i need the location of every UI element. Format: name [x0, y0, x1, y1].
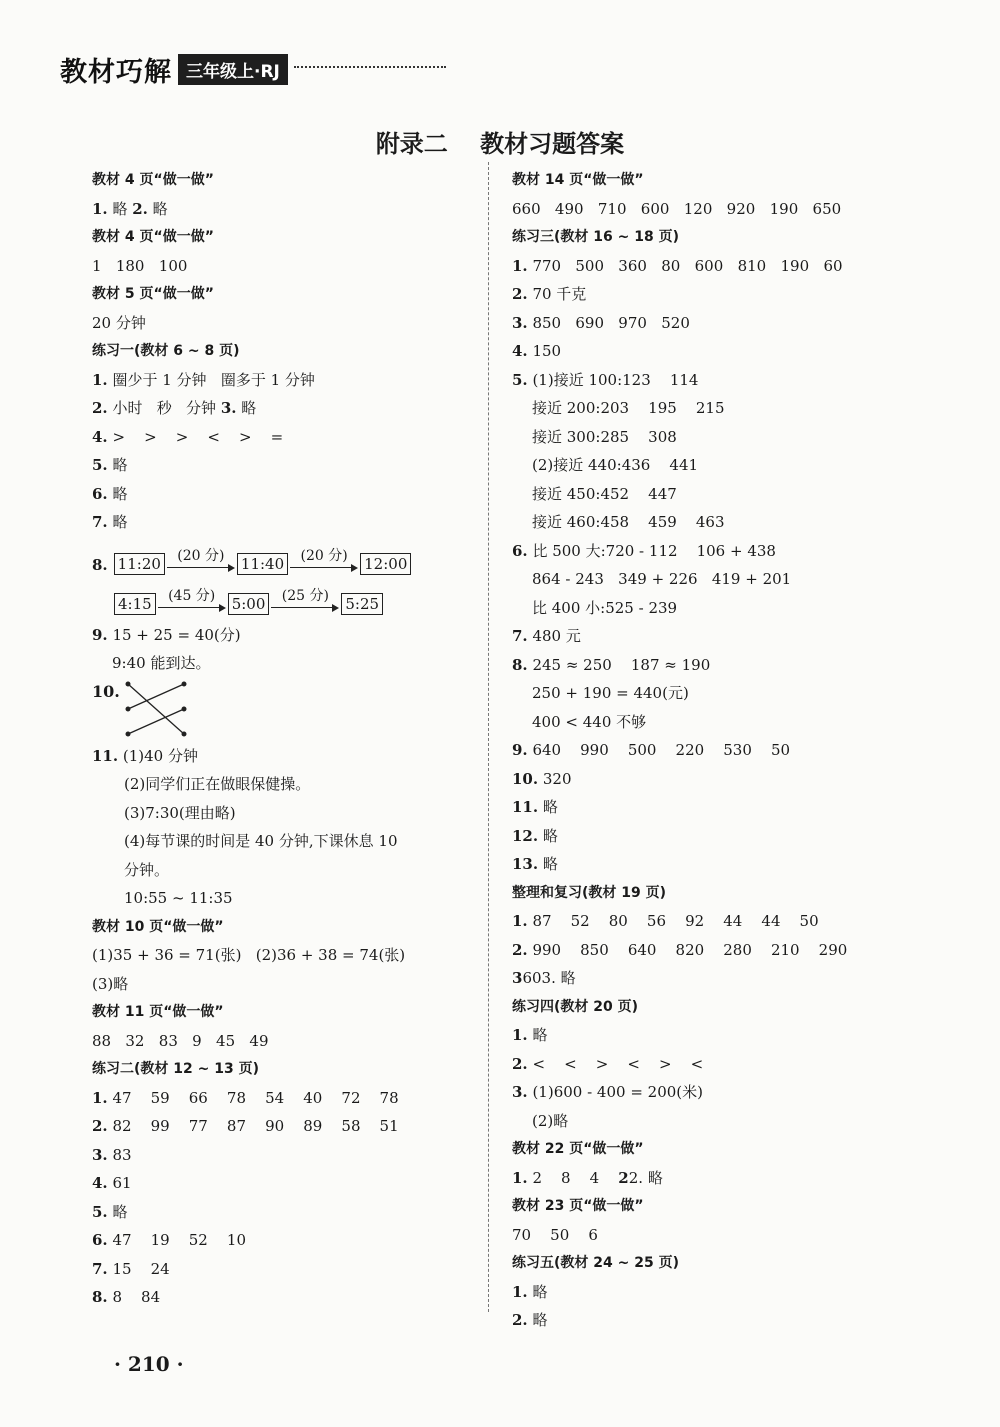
answer-line: 7. 略	[92, 513, 128, 531]
header-dotted-rule	[294, 52, 446, 68]
section-heading: 整理和复习(教材 19 页)	[512, 884, 667, 901]
answer-line: (4)每节课的时间是 40 分钟,下课休息 10	[124, 832, 398, 850]
answer-line: 4. > > > < > =	[92, 427, 284, 446]
answer-line: 10:55 ~ 11:35	[124, 889, 233, 907]
time-box: 11:20	[114, 553, 165, 575]
answer-line: (2)同学们正在做眼保健操。	[124, 775, 311, 793]
page-number: · 210 ·	[114, 1352, 184, 1376]
answer-line: 3. 850 690 970 520	[512, 313, 690, 332]
answer-line: 1. 圈少于 1 分钟 圈多于 1 分钟	[92, 370, 315, 389]
crossed-lines-icon	[120, 678, 190, 740]
section-heading: 教材 22 页“做一做”	[512, 1141, 644, 1157]
book-brand: 教材巧解	[60, 56, 172, 88]
answer-line: 1 180 100	[92, 256, 188, 275]
arrow-right-icon: (45 分)	[158, 591, 226, 617]
answer-line: 1. 略 2. 略	[92, 199, 168, 218]
section-heading: 教材 11 页“做一做”	[92, 1004, 224, 1020]
answer-line: 11. (1)40 分钟	[92, 746, 198, 765]
time-box: 4:15	[114, 593, 156, 615]
page-title	[0, 124, 1000, 159]
answer-line: 660 490 710 600 120 920 190 650	[512, 199, 842, 218]
grade-badge: 三年级上·RJ	[178, 54, 288, 85]
section-heading: 教材 14 页“做一做”	[512, 172, 644, 188]
answer-line: (3)7:30(理由略)	[124, 803, 236, 822]
answer-line: 7. 15 24	[92, 1259, 170, 1278]
answer-line: 13. 略	[512, 855, 558, 873]
section-heading: 教材 4 页“做一做”	[92, 172, 214, 188]
answer-line: 2. < < > < > <	[512, 1054, 704, 1073]
left-column	[92, 166, 472, 1312]
time-box: 12:00	[360, 553, 411, 575]
answer-line: 6. 比 500 大:720 - 112 106 + 438	[512, 541, 776, 560]
answer-line: 88 32 83 9 45 49	[92, 1031, 269, 1050]
answer-line: 70 50 6	[512, 1225, 598, 1244]
answer-line: 接近 300:285 308	[532, 427, 677, 446]
answer-line: 4. 150	[512, 342, 562, 360]
header	[60, 52, 446, 86]
answer-line: 3603. 略	[512, 969, 576, 987]
time-box: 5:00	[228, 593, 270, 615]
answer-line: 9:40 能到达。	[112, 654, 211, 672]
answer-line: 11. 略	[512, 798, 558, 816]
time-chain-2	[92, 577, 472, 617]
answer-line: 250 + 190 = 440(元)	[532, 684, 689, 702]
question-number: 8.	[92, 555, 108, 574]
arrow-right-icon: (20 分)	[290, 551, 358, 577]
section-heading: 教材 10 页“做一做”	[92, 918, 224, 935]
answer-line: 864 - 243 349 + 226 419 + 201	[532, 570, 792, 588]
answer-line: 分钟。	[124, 860, 170, 879]
time-box: 5:25	[341, 593, 383, 615]
answer-line: 3. 83	[92, 1145, 132, 1164]
section-heading: 练习一(教材 6 ~ 8 页)	[92, 343, 240, 359]
question-number: 10.	[92, 681, 120, 701]
matching-diagram	[92, 678, 472, 736]
time-box: 11:40	[237, 553, 288, 575]
answer-line: 1. 87 52 80 56 92 44 44 50	[512, 912, 819, 930]
section-heading: 练习四(教材 20 页)	[512, 998, 639, 1015]
title-answers: 教材习题答案	[480, 130, 625, 158]
time-chain-1	[92, 537, 472, 577]
section-heading: 练习五(教材 24 ~ 25 页)	[512, 1255, 679, 1271]
answer-line: 10. 320	[512, 769, 572, 788]
section-heading: 练习二(教材 12 ~ 13 页)	[92, 1061, 259, 1077]
right-column	[512, 166, 892, 1335]
section-heading: 教材 5 页“做一做”	[92, 286, 214, 302]
answer-line: 5. 略	[92, 1202, 128, 1221]
answer-line: (2)接近 440:436 441	[532, 456, 699, 474]
answer-line: 8. 8 84	[92, 1288, 161, 1306]
answer-line: (3)略	[92, 974, 129, 993]
answer-line: 1. 略	[512, 1282, 548, 1301]
answer-line: 接近 450:452 447	[532, 484, 677, 503]
answer-line: 1. 770 500 360 80 600 810 190 60	[512, 256, 843, 275]
answer-line: 5. (1)接近 100:123 114	[512, 370, 699, 389]
column-divider	[488, 162, 489, 1312]
answer-line: 2. 70 千克	[512, 285, 587, 303]
answer-line: 9. 640 990 500 220 530 50	[512, 741, 791, 759]
answer-line: 20 分钟	[92, 313, 146, 332]
answer-line: (2)略	[532, 1111, 569, 1130]
answer-line: 1. 47 59 66 78 54 40 72 78	[92, 1088, 399, 1107]
answer-line: 9. 15 + 25 = 40(分)	[92, 625, 241, 644]
answer-line: 2. 82 99 77 87 90 89 58 51	[92, 1117, 399, 1135]
arrow-right-icon: (20 分)	[167, 551, 235, 577]
answer-line: (1)35 + 36 = 71(张) (2)36 + 38 = 74(张)	[92, 946, 406, 964]
answer-line: 6. 47 19 52 10	[92, 1231, 247, 1249]
answer-line: 7. 480 元	[512, 627, 581, 645]
section-heading: 教材 4 页“做一做”	[92, 229, 214, 245]
answer-line: 1. 略	[512, 1026, 548, 1044]
answer-line: 比 400 小:525 - 239	[532, 598, 678, 617]
answer-line: 5. 略	[92, 456, 128, 474]
answer-line: 3. (1)600 - 400 = 200(米)	[512, 1083, 703, 1101]
answer-line: 2. 小时 秒 分钟 3. 略	[92, 399, 257, 417]
answer-line: 12. 略	[512, 826, 558, 845]
answer-line: 接近 460:458 459 463	[532, 513, 725, 531]
answer-line: 2. 略	[512, 1311, 548, 1329]
answer-line: 8. 245 ≈ 250 187 ≈ 190	[512, 655, 711, 674]
answer-line: 接近 200:203 195 215	[532, 399, 725, 417]
section-heading: 教材 23 页“做一做”	[512, 1198, 644, 1214]
answer-line: 4. 61	[92, 1174, 132, 1192]
answer-line: 6. 略	[92, 484, 128, 503]
answer-line: 2. 990 850 640 820 280 210 290	[512, 940, 848, 959]
answer-line: 1. 2 8 4 22. 略	[512, 1168, 663, 1187]
answer-line: 400 < 440 不够	[532, 712, 647, 731]
section-heading: 练习三(教材 16 ~ 18 页)	[512, 229, 679, 245]
arrow-right-icon: (25 分)	[271, 591, 339, 617]
title-appendix: 附录二	[375, 130, 448, 158]
